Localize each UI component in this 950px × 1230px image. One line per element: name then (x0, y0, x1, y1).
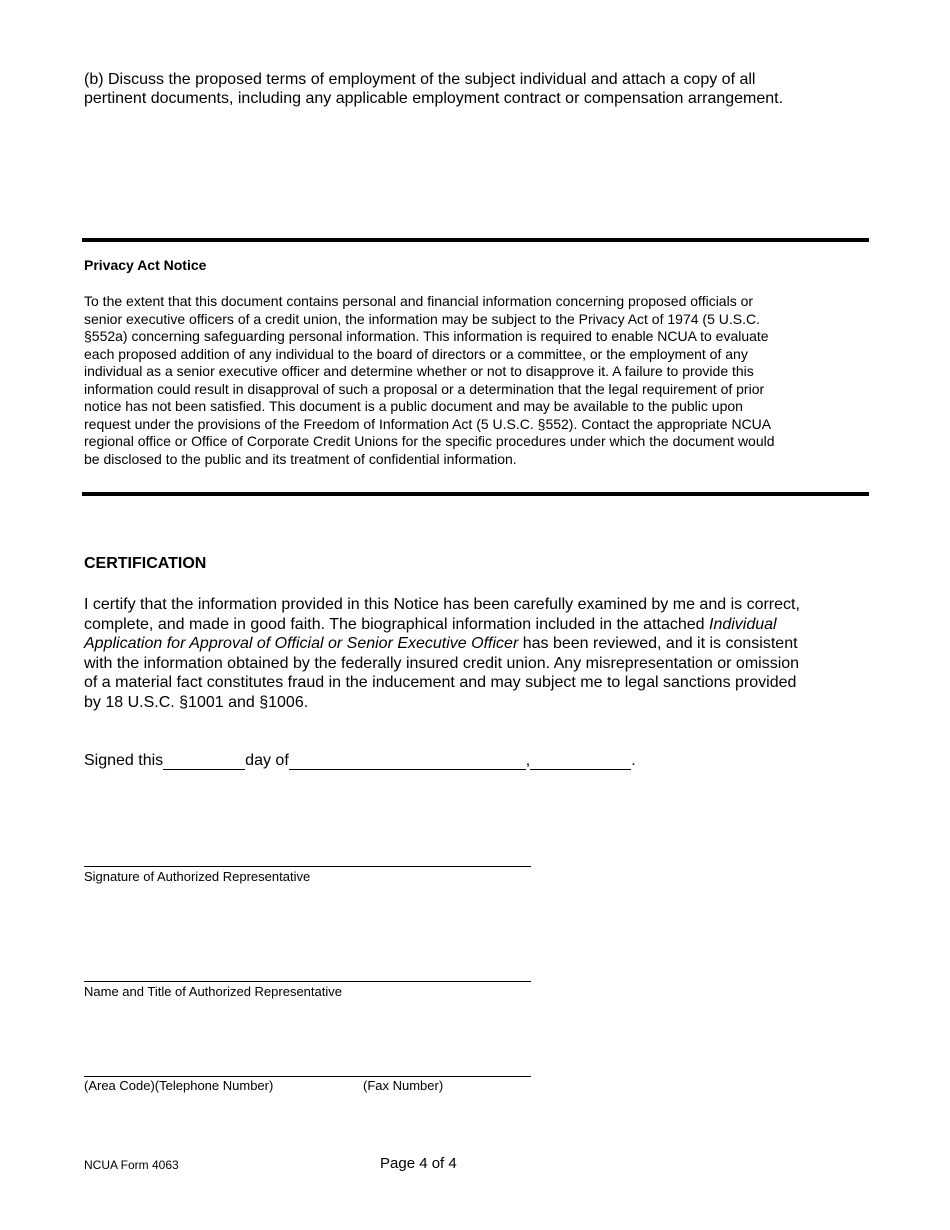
cert-line: I certify that the information provided in this Notice has been carefully examined by me and is correct, (84, 596, 800, 613)
signed-day-field[interactable] (163, 751, 245, 770)
privacy-notice-text (84, 293, 864, 468)
cert-line-2-text: complete, and made in good faith. The biographical information included in the attached (84, 615, 709, 633)
page-number: Page 4 of 4 (380, 1155, 457, 1172)
phone-fax-field[interactable] (84, 1076, 531, 1077)
section-b-line-2: pertinent documents, including any applicable employment contract or compensation arrangement. (84, 90, 784, 107)
privacy-line: senior executive officers of a credit union, the information may be subject to the Privacy Act of 1974 (5 U.S.C. (84, 310, 760, 327)
privacy-line: To the extent that this document contains personal and financial information concerning proposed officials or (84, 293, 754, 309)
form-number: NCUA Form 4063 (84, 1158, 179, 1172)
privacy-line: request under the provisions of the Freedom of Information Act (5 U.S.C. §552). Contact the appropriate NCUA (84, 415, 772, 432)
cert-form-title-part-1: Individual (709, 615, 777, 633)
privacy-line: regional office or Office of Corporate Credit Unions for the specific procedures under which the document would (84, 433, 775, 449)
certification-title: CERTIFICATION (84, 555, 207, 572)
signature-field[interactable] (84, 866, 531, 867)
privacy-notice-title: Privacy Act Notice (84, 257, 207, 273)
name-title-label: Name and Title of Authorized Representative (84, 984, 342, 999)
fax-label: (Fax Number) (363, 1078, 444, 1093)
cert-line-3-text: has been reviewed, and it is consistent (518, 635, 798, 653)
signed-this-label: Signed this (84, 752, 164, 769)
section-b-text (84, 70, 874, 108)
name-title-field[interactable] (84, 981, 531, 982)
cert-line: by 18 U.S.C. §1001 and §1006. (84, 693, 309, 711)
privacy-line: be disclosed to the public and its treatment of confidential information. (84, 450, 517, 467)
signed-period: . (631, 752, 636, 769)
cert-line: with the information obtained by the federally insured credit union. Any misrepresentation or omission (84, 654, 800, 672)
privacy-top-divider (82, 238, 869, 242)
signed-comma: , (525, 752, 531, 769)
signed-year-field[interactable] (530, 751, 631, 770)
privacy-line: information could result in disapproval of such a proposal or a determination that the legal requirement of prior (84, 380, 765, 397)
cert-line (84, 615, 864, 635)
cert-line: of a material fact constitutes fraud in the inducement and may subject me to legal sanctions provided (84, 674, 797, 692)
cert-form-title-part-2: Application for Approval of Official or Senior Executive Officer (84, 635, 519, 653)
cert-line (84, 634, 864, 654)
privacy-line: individual as a senior executive officer and determine whether or not to disapprove it. A failure to provide this (84, 363, 754, 379)
signed-month-field[interactable] (289, 751, 526, 770)
phone-label: (Area Code)(Telephone Number) (84, 1078, 274, 1093)
signed-date-line (84, 751, 636, 770)
privacy-bottom-divider (82, 492, 869, 496)
privacy-line: each proposed addition of any individual to the board of directors or a committee, or the employment of any (84, 345, 748, 362)
privacy-line: notice has not been satisfied. This document is a public document and may be available to the public upon (84, 398, 743, 414)
certification-text (84, 595, 864, 713)
signature-label: Signature of Authorized Representative (84, 869, 311, 884)
section-b-line-1: (b) Discuss the proposed terms of employment of the subject individual and attach a copy of all (84, 71, 756, 88)
privacy-line: §552a) concerning safeguarding personal information. This information is required to enable NCUA to evaluate (84, 328, 769, 344)
day-of-label: day of (245, 752, 289, 769)
